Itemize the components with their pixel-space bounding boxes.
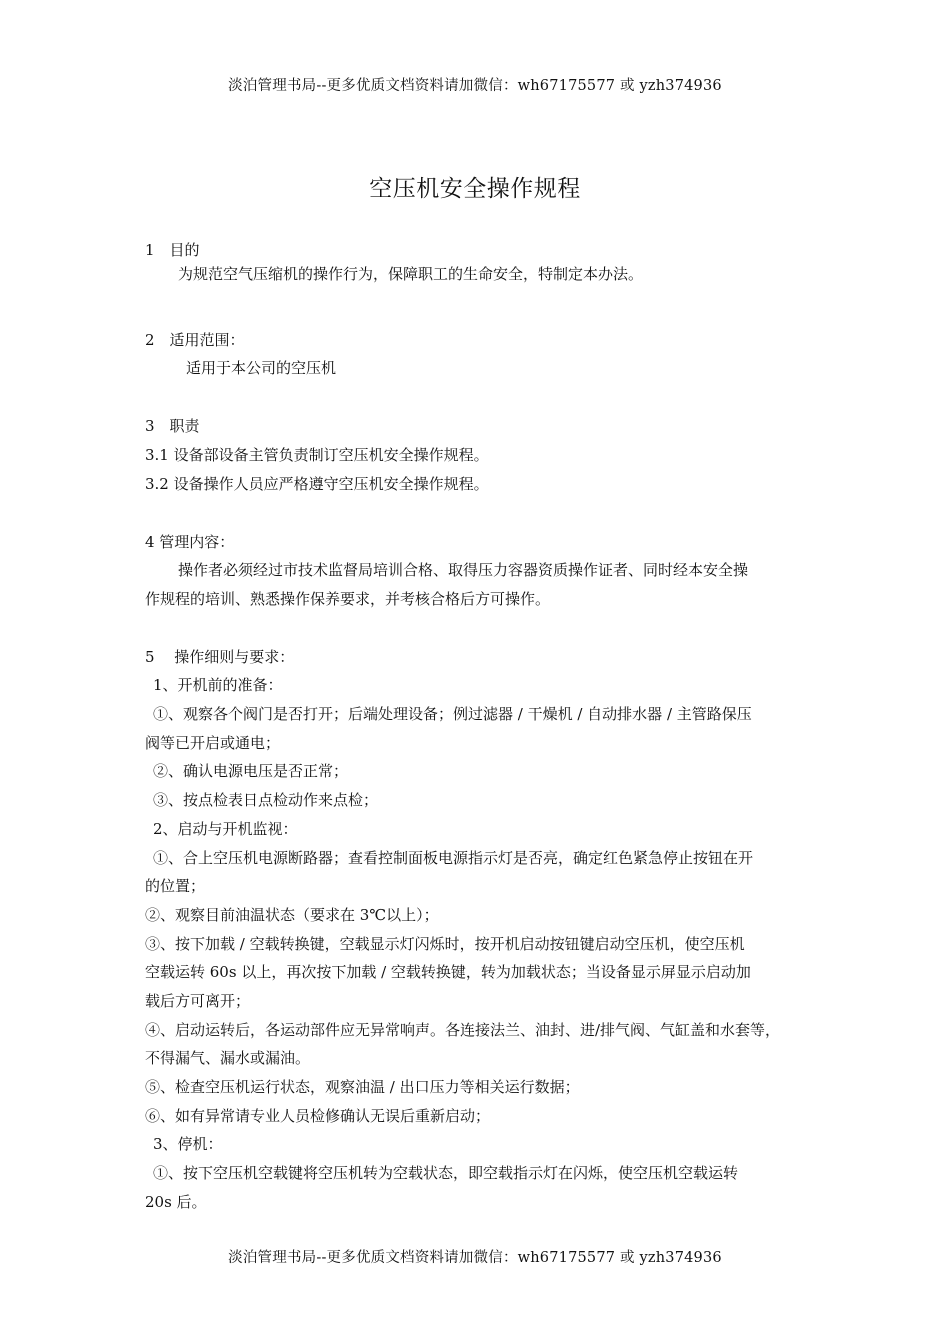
section-4-body-line-2: 作规程的培训、熟悉操作保养要求，并考核合格后方可操作。 — [145, 590, 551, 608]
section-5-2-f: ⑥、如有异常请专业人员检修确认无误后重新启动； — [145, 1107, 491, 1125]
section-5-2-c-line-2: 空载运转 60s 以上，再次按下加载 / 空载转换键，转为加载状态；当设备显示屏显示启动加 — [145, 963, 751, 981]
section-3-1: 3.1 设备部设备主管负责制订空压机安全操作规程。 — [145, 446, 489, 464]
section-5-3-heading: 3、停机： — [153, 1135, 223, 1153]
section-5-2-c-line-1: ③、按下加载 / 空载转换键，空载显示灯闪烁时，按开机启动按钮键启动空压机，使空压机 — [145, 935, 745, 953]
section-5-2-d-line-1: ④、启动运转后，各运动部件应无异常响声。各连接法兰、油封、进/排气阀、气缸盖和水套等， — [145, 1021, 781, 1039]
section-5-1-a-line-2: 阀等已开启或通电； — [145, 734, 281, 752]
document-title: 空压机安全操作规程 — [369, 176, 581, 202]
section-5-2-heading: 2、启动与开机监视： — [153, 820, 298, 838]
section-1-heading: 1 目的 — [145, 241, 200, 259]
page-footer: 淡泊管理书局--更多优质文档资料请加微信：wh67175577 或 yzh374936 — [228, 1250, 722, 1266]
page-header: 淡泊管理书局--更多优质文档资料请加微信：wh67175577 或 yzh374936 — [228, 78, 722, 94]
section-5-1-b: ②、确认电源电压是否正常； — [153, 762, 349, 780]
section-2-body: 适用于本公司的空压机 — [186, 359, 337, 377]
section-3-heading: 3 职责 — [145, 417, 200, 435]
section-5-3-a-line-1: ①、按下空压机空载键将空压机转为空载状态，即空载指示灯在闪烁，使空压机空载运转 — [153, 1164, 739, 1182]
section-5-1-heading: 1、开机前的准备： — [153, 676, 283, 694]
section-4-body-line-1: 操作者必须经过市技术监督局培训合格、取得压力容器资质操作证者、同时经本安全操 — [178, 561, 749, 579]
section-5-2-b: ②、观察目前油温状态（要求在 3℃以上）； — [145, 906, 439, 924]
section-1-body: 为规范空气压缩机的操作行为，保障职工的生命安全，特制定本办法。 — [178, 265, 644, 283]
section-5-2-d-line-2: 不得漏气、漏水或漏油。 — [145, 1049, 311, 1067]
section-5-heading: 5 操作细则与要求： — [145, 648, 295, 666]
section-5-3-a-line-2: 20s 后。 — [145, 1193, 207, 1211]
section-5-2-e: ⑤、检查空压机运行状态，观察油温 / 出口压力等相关运行数据； — [145, 1078, 580, 1096]
section-5-1-c: ③、按点检表日点检动作来点检； — [153, 791, 379, 809]
section-3-2: 3.2 设备操作人员应严格遵守空压机安全操作规程。 — [145, 475, 489, 493]
section-5-1-a-line-1: ①、观察各个阀门是否打开；后端处理设备；例过滤器 / 干燥机 / 自动排水器 / 主管路保压 — [153, 705, 752, 723]
section-5-2-a-line-1: ①、合上空压机电源断路器；查看控制面板电源指示灯是否亮，确定红色紧急停止按钮在开 — [153, 849, 754, 867]
section-5-2-a-line-2: 的位置； — [145, 877, 206, 895]
section-2-heading: 2 适用范围： — [145, 331, 245, 349]
section-5-2-c-line-3: 载后方可离开； — [145, 992, 251, 1010]
section-4-heading: 4 管理内容： — [145, 533, 235, 551]
